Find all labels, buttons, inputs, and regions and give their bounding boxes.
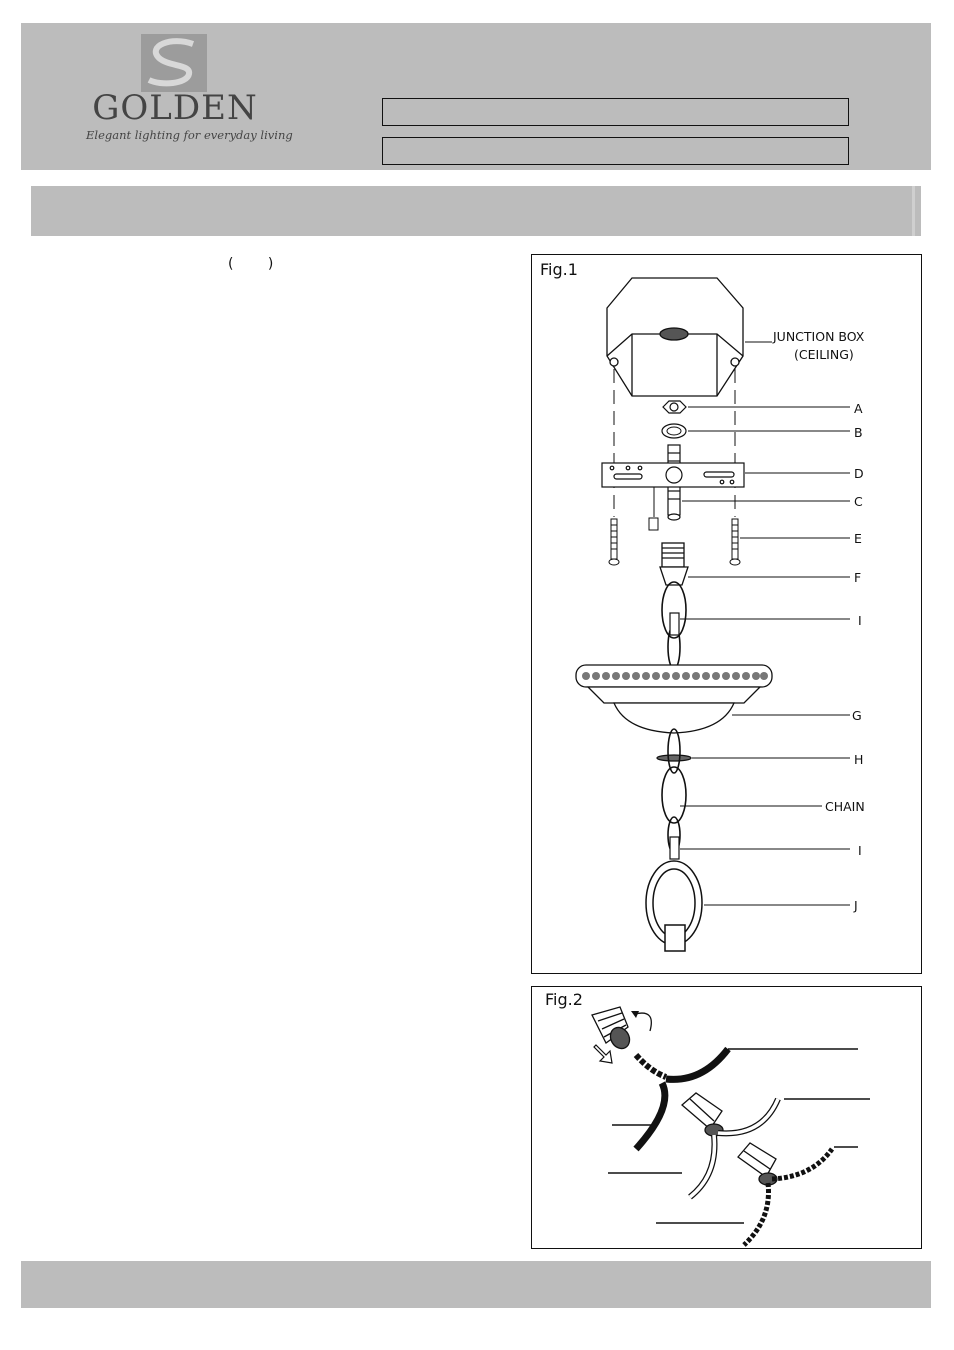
part-label-f: F xyxy=(854,570,862,585)
figure-2-drawing xyxy=(532,987,920,1247)
part-label-j: J xyxy=(854,898,858,913)
ground-wire-supply xyxy=(772,1149,832,1179)
part-label-b: B xyxy=(854,425,863,440)
figure-1-label: Fig.1 xyxy=(540,260,578,279)
part-label-c: C xyxy=(854,494,863,509)
brand-tagline: Elegant lighting for everyday living xyxy=(86,128,293,142)
rotate-arrow-icon xyxy=(635,1013,651,1031)
ground-wire-fixture xyxy=(744,1183,769,1245)
part-label-chain: CHAIN xyxy=(825,799,865,814)
black-wire-supply xyxy=(666,1049,728,1079)
junction-box-icon xyxy=(607,278,743,396)
part-label-e: E xyxy=(854,531,862,546)
instruction-parenthesis: ( ) xyxy=(228,256,274,272)
figure-1-drawing xyxy=(532,255,920,972)
figure-1-panel xyxy=(531,254,922,974)
part-label-g: G xyxy=(852,708,862,723)
crossbar-icon xyxy=(602,463,744,487)
title-band-edge xyxy=(912,186,915,236)
coupling-link-icon xyxy=(670,613,679,635)
wire-nut-icon xyxy=(592,1007,633,1052)
wire-nut-icon-2 xyxy=(682,1093,723,1136)
part-label-h: H xyxy=(854,752,864,767)
brand-name: GOLDEN xyxy=(92,88,258,128)
screw-collar-loop-icon xyxy=(660,543,688,585)
ground-screw-icon xyxy=(649,487,658,530)
lower-chain-icon xyxy=(662,729,686,853)
wire-nut-icon-3 xyxy=(738,1143,777,1185)
part-label-i-upper: I xyxy=(858,613,862,628)
twisted-wires xyxy=(636,1055,666,1077)
hex-nut-icon xyxy=(663,401,686,413)
part-label-i-lower: I xyxy=(858,843,862,858)
part-label-a: A xyxy=(854,401,863,416)
part-label-d: D xyxy=(854,466,864,481)
golden-logo-icon xyxy=(141,34,207,92)
pull-arrow-icon xyxy=(594,1045,612,1063)
figure-2-label: Fig.2 xyxy=(545,990,583,1009)
figure-2-panel xyxy=(531,986,922,1249)
canopy-collar-icon xyxy=(657,755,691,761)
footer-band xyxy=(21,1261,931,1308)
coupling-link-icon-lower xyxy=(670,837,679,859)
product-name-box xyxy=(382,137,849,165)
black-wire-fixture xyxy=(636,1083,665,1149)
model-number-box xyxy=(382,98,849,126)
title-band xyxy=(31,186,921,236)
junction-box-label-ceiling: (CEILING) xyxy=(794,347,854,362)
fixture-loop-icon xyxy=(646,861,702,951)
junction-box-label: JUNCTION BOX xyxy=(773,329,865,344)
